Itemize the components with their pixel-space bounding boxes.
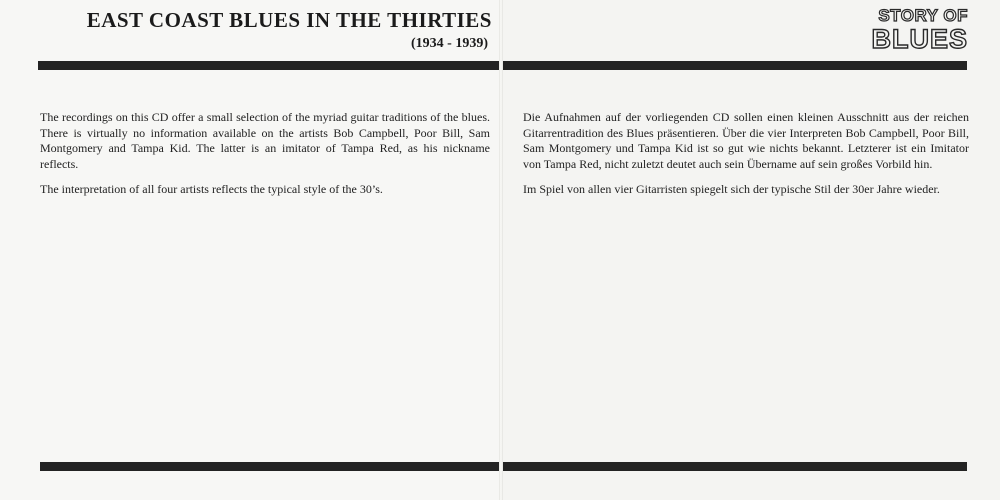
right-page: [502, 0, 1000, 500]
german-paragraph-2: Im Spiel von allen vier Gitarristen spiegelt sich der typische Stil der 30er Jahre wieder.: [523, 182, 940, 196]
german-text: [523, 110, 969, 208]
bottom-rule-left: [40, 462, 499, 471]
german-paragraph-1: Die Aufnahmen auf der vorliegenden CD sollen einen kleinen Ausschnitt aus der reichen Gitarrentradition des Blues präsentieren. Über die vier Interpreten Bob Campbell, Poor Bill, Sam Montgomery und Tampa Kid ist so gut wie nichts bekannt. Letzterer ist ein Imitator von Tampa Red, nicht zuletzt deutet auch sein Übername auf sein großes Vorbild hin.: [523, 110, 969, 171]
page-fold: [499, 0, 503, 500]
page-title: EAST COAST BLUES IN THE THIRTIES: [86, 8, 492, 32]
top-rule-right: [503, 61, 967, 70]
story-of-blues-logo: [870, 6, 970, 54]
logo-line-2: BLUES: [871, 24, 968, 54]
english-paragraph-1: The recordings on this CD offer a small selection of the myriad guitar traditions of the blues. There is virtually no information available on the artists Bob Campbell, Poor Bill, Sam Montgomery and Tampa Kid. The latter is an imitator of Tampa Red, as his nickname reflects.: [40, 110, 490, 171]
bottom-rule-right: [503, 462, 967, 471]
page-subtitle: (1934 - 1939): [411, 36, 488, 51]
english-paragraph-2: The interpretation of all four artists reflects the typical style of the 30’s.: [40, 182, 383, 196]
top-rule-left: [38, 61, 499, 70]
logo-line-1: STORY OF: [878, 6, 968, 25]
english-text: [40, 110, 490, 208]
